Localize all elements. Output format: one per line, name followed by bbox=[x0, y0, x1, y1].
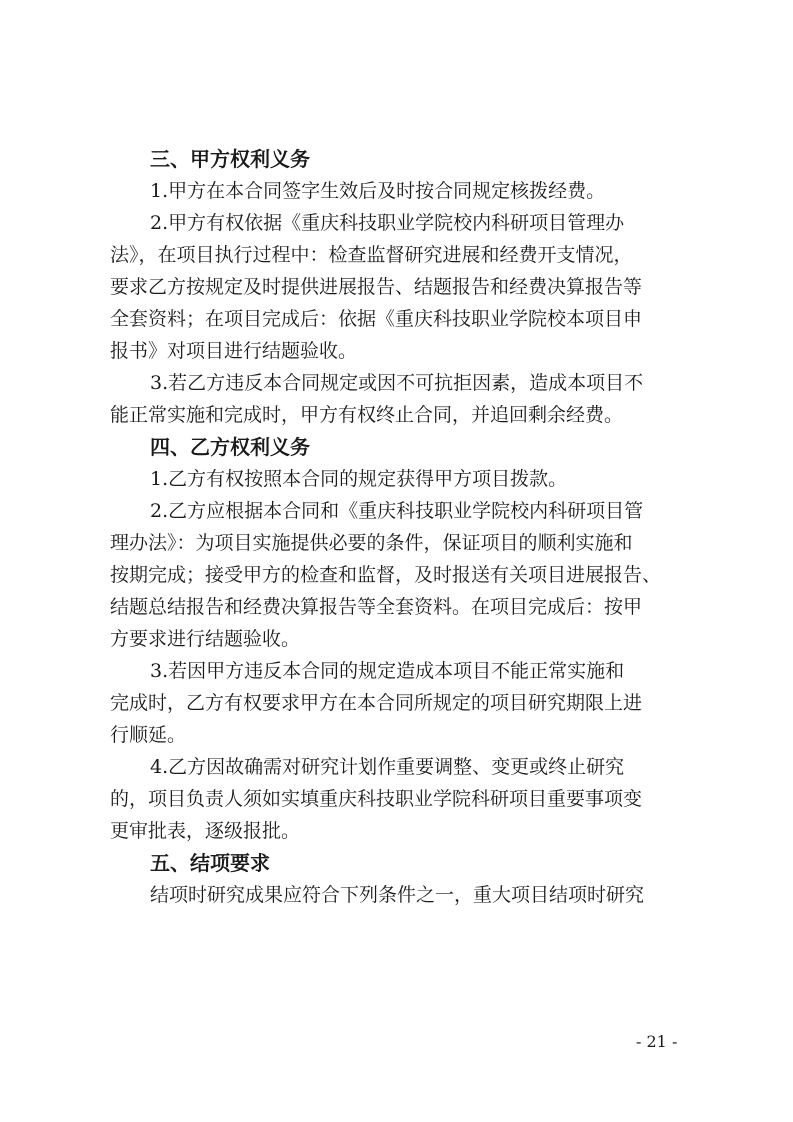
paragraph-line: 2.乙方应根据本合同和《重庆科技职业学院校内科研项目管 bbox=[150, 500, 644, 522]
document-body bbox=[110, 143, 693, 911]
paragraph bbox=[110, 367, 693, 431]
paragraph-line: 结项时研究成果应符合下列条件之一，重大项目结项时研究 bbox=[150, 884, 645, 906]
paragraph-line: 法》，在项目执行过程中：检查监督研究进展和经费开支情况， bbox=[110, 244, 633, 266]
section-party-b bbox=[110, 431, 693, 847]
paragraph bbox=[110, 495, 693, 655]
paragraph bbox=[110, 207, 693, 367]
paragraph bbox=[110, 463, 693, 495]
paragraph-line: 3.若因甲方违反本合同的规定造成本项目不能正常实施和 bbox=[150, 660, 625, 682]
paragraph-line: 更审批表，逐级报批。 bbox=[110, 820, 301, 842]
paragraph-line: 报书》对项目进行结题验收。 bbox=[110, 340, 358, 362]
paragraph-line: 完成时，乙方有权要求甲方在本合同所规定的项目研究期限上进 bbox=[110, 692, 643, 714]
paragraph-line: 能正常实施和完成时，甲方有权终止合同，并追回剩余经费。 bbox=[110, 404, 624, 426]
page-number: - 21 - bbox=[636, 1032, 678, 1051]
paragraph-line: 的，项目负责人须如实填重庆科技职业学院科研项目重要事项变 bbox=[110, 788, 643, 810]
paragraph bbox=[110, 879, 693, 911]
paragraph bbox=[110, 751, 693, 847]
section-completion-requirements bbox=[110, 847, 693, 911]
section-heading: 五、结项要求 bbox=[150, 851, 270, 875]
paragraph-line: 4.乙方因故确需对研究计划作重要调整、变更或终止研究 bbox=[150, 756, 625, 778]
paragraph-line: 3.若乙方违反本合同规定或因不可抗拒因素，造成本项目不 bbox=[150, 372, 644, 394]
section-heading: 三、甲方权利义务 bbox=[150, 147, 310, 171]
paragraph-line: 要求乙方按规定及时提供进展报告、结题报告和经费决算报告等 bbox=[110, 276, 643, 298]
paragraph-line: 结题总结报告和经费决算报告等全套资料。在项目完成后：按甲 bbox=[110, 596, 643, 618]
paragraph-line: 按期完成；接受甲方的检查和监督，及时报送有关项目进展报告、 bbox=[110, 564, 662, 586]
paragraph-line: 1.甲方在本合同签字生效后及时按合同规定核拨经费。 bbox=[150, 180, 606, 202]
paragraph-line: 方要求进行结题验收。 bbox=[110, 628, 301, 650]
paragraph-line: 理办法》：为项目实施提供必要的条件，保证项目的顺利实施和 bbox=[110, 532, 633, 554]
section-party-a bbox=[110, 143, 693, 431]
section-heading: 四、乙方权利义务 bbox=[150, 435, 310, 459]
paragraph-line: 2.甲方有权依据《重庆科技职业学院校内科研项目管理办 bbox=[150, 212, 625, 234]
paragraph bbox=[110, 655, 693, 751]
paragraph-line: 全套资料；在项目完成后：依据《重庆科技职业学院校本项目申 bbox=[110, 308, 643, 330]
paragraph-line: 行顺延。 bbox=[110, 724, 187, 746]
paragraph bbox=[110, 175, 693, 207]
paragraph-line: 1.乙方有权按照本合同的规定获得甲方项目拨款。 bbox=[150, 468, 568, 490]
